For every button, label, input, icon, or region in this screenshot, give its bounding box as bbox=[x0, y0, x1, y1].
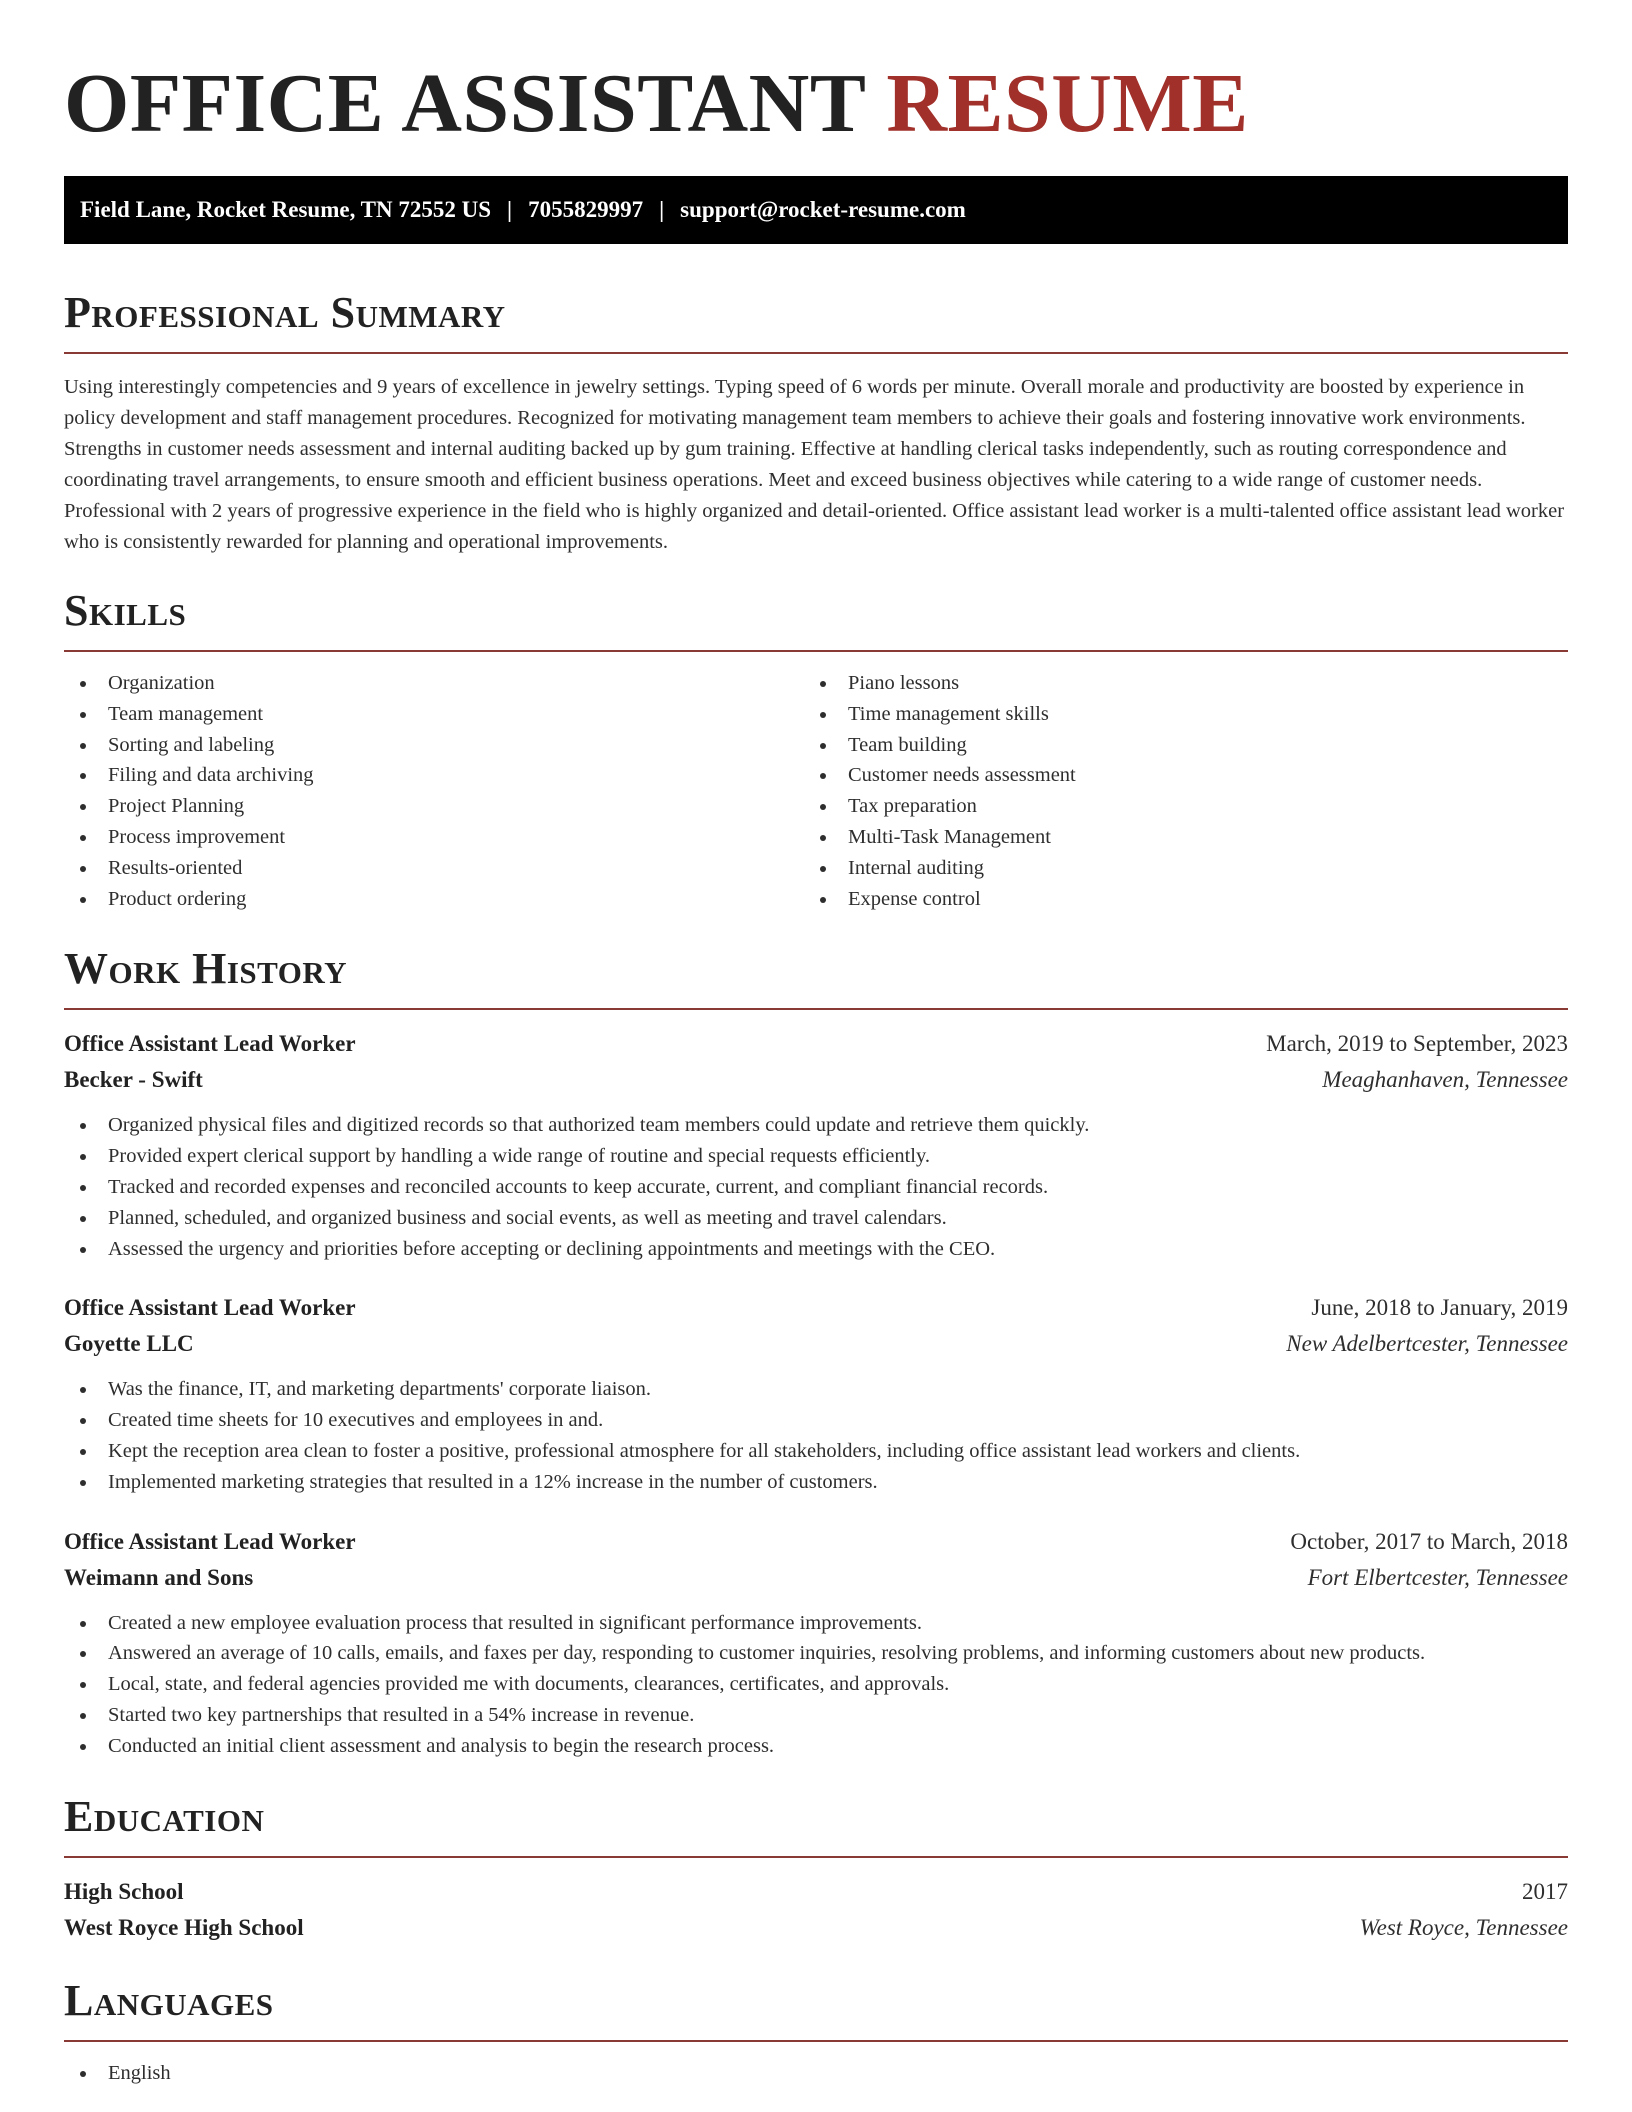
section-heading: Languages bbox=[64, 1975, 274, 2025]
job-bullet: Planned, scheduled, and organized business and social events, as well as meeting and travel calendars. bbox=[64, 1203, 1568, 1234]
job-bullet: Conducted an initial client assessment and analysis to begin the research process. bbox=[64, 1731, 1568, 1762]
skill-item: Results-oriented bbox=[64, 853, 804, 884]
skills-list-right bbox=[804, 668, 1544, 914]
job-bullet: Answered an average of 10 calls, emails, and faxes per day, responding to customer inquiries, resolving problems, and informing customers about new products. bbox=[64, 1638, 1568, 1669]
skill-item: Sorting and labeling bbox=[64, 730, 804, 761]
contact-address: Field Lane, Rocket Resume, TN 72552 US bbox=[80, 197, 492, 222]
section-divider bbox=[64, 2040, 1568, 2042]
job-bullet: Organized physical files and digitized records so that authorized team members could update and retrieve them quickly. bbox=[64, 1110, 1568, 1141]
skill-item: Multi-Task Management bbox=[804, 822, 1544, 853]
job-bullet: Was the finance, IT, and marketing departments' corporate liaison. bbox=[64, 1374, 1568, 1405]
skill-item: Process improvement bbox=[64, 822, 804, 853]
job-bullets bbox=[64, 1110, 1568, 1264]
languages-section bbox=[64, 1976, 1568, 2089]
title-main: OFFICE ASSISTANT bbox=[64, 57, 865, 150]
skill-item: Team building bbox=[804, 730, 1544, 761]
job-location: Meaghanhaven, Tennessee bbox=[1322, 1067, 1568, 1093]
job-dates: June, 2018 to January, 2019 bbox=[1311, 1295, 1568, 1321]
skill-item: Filing and data archiving bbox=[64, 760, 804, 791]
languages-list bbox=[64, 2058, 1568, 2089]
summary-section bbox=[64, 288, 1568, 558]
section-divider bbox=[64, 352, 1568, 354]
job-bullet: Started two key partnerships that resulted in a 54% increase in revenue. bbox=[64, 1700, 1568, 1731]
title-accent: RESUME bbox=[886, 57, 1249, 150]
job-entry bbox=[64, 1290, 1568, 1497]
education-section bbox=[64, 1792, 1568, 1946]
job-bullet: Created time sheets for 10 executives and employees in and. bbox=[64, 1405, 1568, 1436]
job-entry bbox=[64, 1026, 1568, 1264]
job-bullets bbox=[64, 1608, 1568, 1762]
skills-list-left bbox=[64, 668, 804, 914]
language-item: English bbox=[64, 2058, 1568, 2089]
skill-item: Project Planning bbox=[64, 791, 804, 822]
job-entry bbox=[64, 1524, 1568, 1762]
job-location: New Adelbertcester, Tennessee bbox=[1286, 1331, 1568, 1357]
skill-item: Time management skills bbox=[804, 699, 1544, 730]
job-dates: October, 2017 to March, 2018 bbox=[1290, 1528, 1568, 1554]
job-company-row bbox=[64, 1062, 1568, 1098]
contact-separator: | bbox=[507, 197, 513, 222]
section-heading: Skills bbox=[64, 586, 187, 635]
skill-item: Product ordering bbox=[64, 884, 804, 915]
job-bullet: Tracked and recorded expenses and reconciled accounts to keep accurate, current, and compliant financial records. bbox=[64, 1172, 1568, 1203]
job-title: Office Assistant Lead Worker bbox=[64, 1295, 356, 1321]
job-company-row bbox=[64, 1326, 1568, 1362]
resume-title bbox=[64, 0, 1568, 150]
education-degree-row bbox=[64, 1874, 1568, 1910]
job-header-row bbox=[64, 1026, 1568, 1062]
job-bullet: Kept the reception area clean to foster a positive, professional atmosphere for all stakeholders, including office assistant lead workers and clients. bbox=[64, 1436, 1568, 1467]
job-title: Office Assistant Lead Worker bbox=[64, 1031, 356, 1057]
section-heading: Work History bbox=[64, 944, 348, 994]
skills-section bbox=[64, 586, 1568, 914]
job-header-row bbox=[64, 1524, 1568, 1560]
job-company-row bbox=[64, 1560, 1568, 1596]
job-dates: March, 2019 to September, 2023 bbox=[1266, 1031, 1568, 1057]
skill-item: Piano lessons bbox=[804, 668, 1544, 699]
skills-columns bbox=[64, 668, 1568, 914]
education-school: West Royce High School bbox=[64, 1914, 304, 1940]
job-bullet: Local, state, and federal agencies provided me with documents, clearances, certificates, and approvals. bbox=[64, 1669, 1568, 1700]
contact-email[interactable]: support@rocket-resume.com bbox=[680, 197, 966, 222]
section-heading: Professional Summary bbox=[64, 288, 506, 337]
education-location: West Royce, Tennessee bbox=[1359, 1914, 1568, 1940]
job-company: Becker - Swift bbox=[64, 1067, 203, 1093]
job-company: Weimann and Sons bbox=[64, 1564, 254, 1590]
education-school-row bbox=[64, 1910, 1568, 1946]
education-degree: High School bbox=[64, 1878, 184, 1904]
job-bullet: Implemented marketing strategies that resulted in a 12% increase in the number of customers. bbox=[64, 1467, 1568, 1498]
job-company: Goyette LLC bbox=[64, 1331, 194, 1357]
job-location: Fort Elbertcester, Tennessee bbox=[1307, 1564, 1568, 1590]
section-divider bbox=[64, 1856, 1568, 1858]
job-bullet: Provided expert clerical support by handling a wide range of routine and special requests efficiently. bbox=[64, 1141, 1568, 1172]
job-header-row bbox=[64, 1290, 1568, 1326]
job-title: Office Assistant Lead Worker bbox=[64, 1528, 356, 1554]
contact-separator: | bbox=[659, 197, 665, 222]
skill-item: Internal auditing bbox=[804, 853, 1544, 884]
summary-text: Using interestingly competencies and 9 years of excellence in jewelry settings. Typing speed of 6 words per minute. Overall morale and productivity are boosted by experience in policy development and staff management procedures. Recognized for motivating management team members to achieve their goals and fostering innovative work environments. Strengths in customer needs assessment and internal auditing backed up by gum training. Effective at handling clerical tasks independently, such as routing correspondence and coordinating travel arrangements, to ensure smooth and efficient business operations. Meet and exceed business objectives while catering to a wide range of customer needs. Professional with 2 years of progressive experience in the field who is highly organized and detail-oriented. Office assistant lead worker is a multi-talented office assistant lead worker who is consistently rewarded for planning and operational improvements. bbox=[64, 376, 1565, 553]
education-entry bbox=[64, 1874, 1568, 1946]
section-heading: Education bbox=[64, 1791, 265, 1841]
skill-item: Customer needs assessment bbox=[804, 760, 1544, 791]
skill-item: Organization bbox=[64, 668, 804, 699]
contact-phone: 7055829997 bbox=[528, 197, 644, 222]
skill-item: Expense control bbox=[804, 884, 1544, 915]
contact-bar bbox=[64, 176, 1568, 244]
section-divider bbox=[64, 1008, 1568, 1010]
job-bullets bbox=[64, 1374, 1568, 1497]
skill-item: Team management bbox=[64, 699, 804, 730]
section-divider bbox=[64, 650, 1568, 652]
work-history-section bbox=[64, 944, 1568, 1761]
skill-item: Tax preparation bbox=[804, 791, 1544, 822]
education-year: 2017 bbox=[1522, 1878, 1568, 1904]
job-bullet: Assessed the urgency and priorities before accepting or declining appointments and meetings with the CEO. bbox=[64, 1234, 1568, 1265]
job-bullet: Created a new employee evaluation process that resulted in significant performance improvements. bbox=[64, 1608, 1568, 1639]
